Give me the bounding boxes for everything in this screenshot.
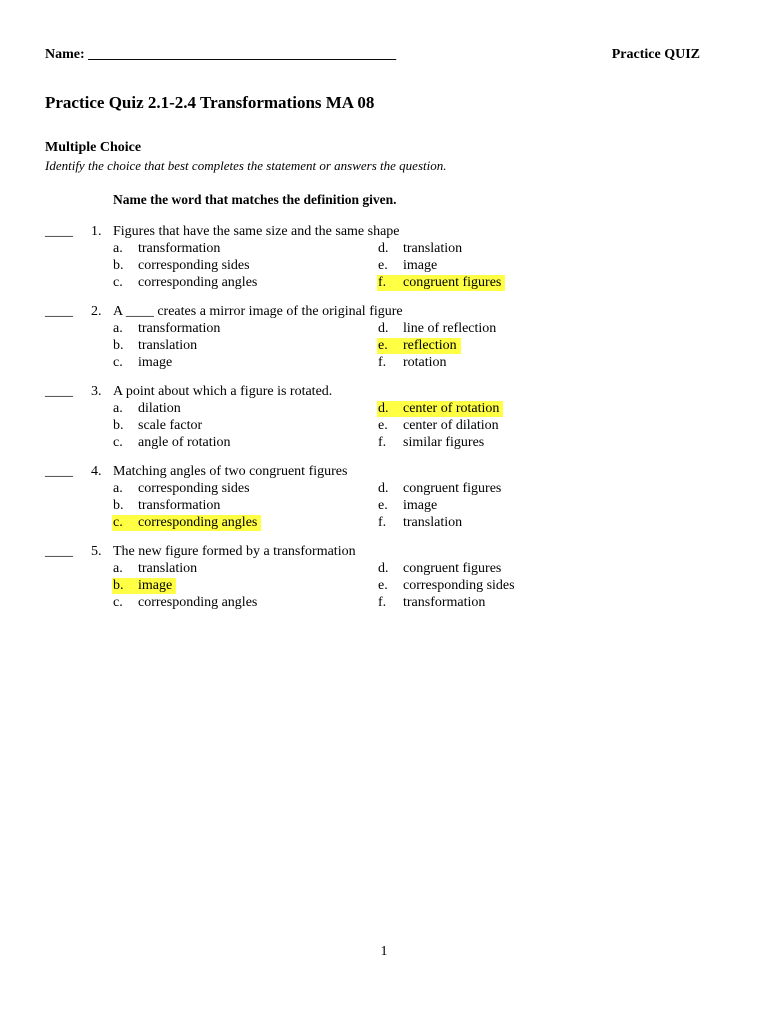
question-number: 3. [91,384,102,399]
answer-choice[interactable] [112,258,254,274]
choice-letter: e. [378,418,388,433]
question-text: Matching angles of two congruent figures [113,464,348,479]
choice-letter: f. [378,275,387,290]
answer-choice[interactable] [377,321,500,337]
choice-text: scale factor [138,418,203,433]
question-text: Figures that have the same size and the same shape [113,224,400,239]
answer-blank[interactable]: ____ [45,304,73,319]
choice-text: center of dilation [403,418,499,433]
choice-letter: d. [378,481,389,496]
answer-choice[interactable] [112,275,261,291]
answer-choice[interactable] [377,515,466,531]
answer-choice[interactable] [112,418,206,434]
choice-letter: f. [378,355,387,370]
choice-text: congruent figures [403,481,502,496]
choice-letter: e. [378,258,388,273]
choice-letter: c. [113,515,123,530]
answer-choice-highlighted[interactable] [377,338,461,354]
section-instructions: Identify the choice that best completes the statement or answers the question. [45,158,447,173]
choice-text: translation [403,241,463,256]
question-item [0,464,768,534]
answer-choice[interactable] [377,561,505,577]
choice-letter: d. [378,321,389,336]
choice-text: corresponding angles [138,275,258,290]
answer-choice[interactable] [112,338,201,354]
choice-letter: e. [378,578,388,593]
choice-text: rotation [403,355,447,370]
choice-text: corresponding angles [138,595,258,610]
choice-letter: e. [378,498,388,513]
question-item [0,304,768,374]
choice-letter: a. [113,241,123,256]
answer-choice[interactable] [112,321,224,337]
practice-quiz-label: Practice QUIZ [611,47,700,62]
choice-letter: a. [113,321,123,336]
choice-letter: b. [113,258,124,273]
choice-letter: a. [113,401,123,416]
choice-text: center of rotation [403,401,500,416]
answer-choice[interactable] [377,355,451,371]
answer-choice[interactable] [377,435,488,451]
choice-text: image [138,578,173,593]
choice-text: dilation [138,401,181,416]
answer-blank[interactable]: ____ [45,544,73,559]
choice-letter: b. [113,418,124,433]
choice-text: image [403,258,438,273]
answer-choice[interactable] [112,595,261,611]
answer-choice[interactable] [377,418,503,434]
choice-text: transformation [138,498,221,513]
question-number: 1. [91,224,102,239]
answer-choice[interactable] [377,595,489,611]
choice-text: transformation [138,241,221,256]
choice-text: congruent figures [403,561,502,576]
choice-text: image [403,498,438,513]
answer-choice[interactable] [377,241,466,257]
question-item [0,224,768,294]
choice-text: corresponding sides [138,481,250,496]
choice-text: transformation [138,321,221,336]
choice-text: line of reflection [403,321,497,336]
answer-choice[interactable] [112,481,254,497]
answer-choice[interactable] [112,498,224,514]
choice-text: translation [403,515,463,530]
choice-letter: c. [113,355,123,370]
choice-letter: b. [113,578,124,593]
page-number: 1 [380,944,388,959]
choice-letter: c. [113,275,123,290]
answer-choice[interactable] [112,355,176,371]
choice-letter: d. [378,241,389,256]
choice-letter: b. [113,498,124,513]
question-item [0,544,768,614]
answer-blank[interactable]: ____ [45,384,73,399]
question-number: 2. [91,304,102,319]
choice-letter: f. [378,515,387,530]
answer-blank[interactable]: ____ [45,224,73,239]
question-item [0,384,768,454]
choice-text: angle of rotation [138,435,231,450]
question-group-heading: Name the word that matches the definition given. [113,192,397,207]
choice-text: corresponding sides [138,258,250,273]
section-heading: Multiple Choice [45,140,142,155]
answer-choice-highlighted[interactable] [112,578,176,594]
choice-letter: a. [113,481,123,496]
choice-text: reflection [403,338,457,353]
answer-choice[interactable] [377,498,441,514]
answer-choice[interactable] [112,435,235,451]
answer-choice[interactable] [377,578,519,594]
page-title: Practice Quiz 2.1-2.4 Transformations MA 08 [45,93,375,112]
choice-letter: f. [378,435,387,450]
name-field-label: Name: ____________________________________________ [45,47,397,62]
choice-letter: b. [113,338,124,353]
choice-text: congruent figures [403,275,502,290]
choice-text: similar figures [403,435,485,450]
question-text: The new figure formed by a transformation [113,544,356,559]
choice-letter: e. [378,338,388,353]
choice-text: corresponding angles [138,515,258,530]
choice-letter: d. [378,561,389,576]
answer-choice-highlighted[interactable] [112,515,261,531]
answer-choice[interactable] [377,258,441,274]
answer-choice[interactable] [377,481,505,497]
choice-text: transformation [403,595,486,610]
choice-letter: f. [378,595,387,610]
choice-letter: c. [113,435,123,450]
answer-choice[interactable] [112,401,185,417]
answer-choice[interactable] [112,241,224,257]
choice-text: image [138,355,173,370]
answer-choice-highlighted[interactable] [377,401,503,417]
choice-text: corresponding sides [403,578,515,593]
question-text: A ____ creates a mirror image of the original figure [113,304,403,319]
choice-letter: a. [113,561,123,576]
answer-choice-highlighted[interactable] [377,275,505,291]
choice-text: translation [138,561,198,576]
question-number: 5. [91,544,102,559]
choice-letter: d. [378,401,389,416]
choice-letter: c. [113,595,123,610]
question-number: 4. [91,464,102,479]
choice-text: translation [138,338,198,353]
question-text: A point about which a figure is rotated. [113,384,333,399]
answer-choice[interactable] [112,561,201,577]
answer-blank[interactable]: ____ [45,464,73,479]
